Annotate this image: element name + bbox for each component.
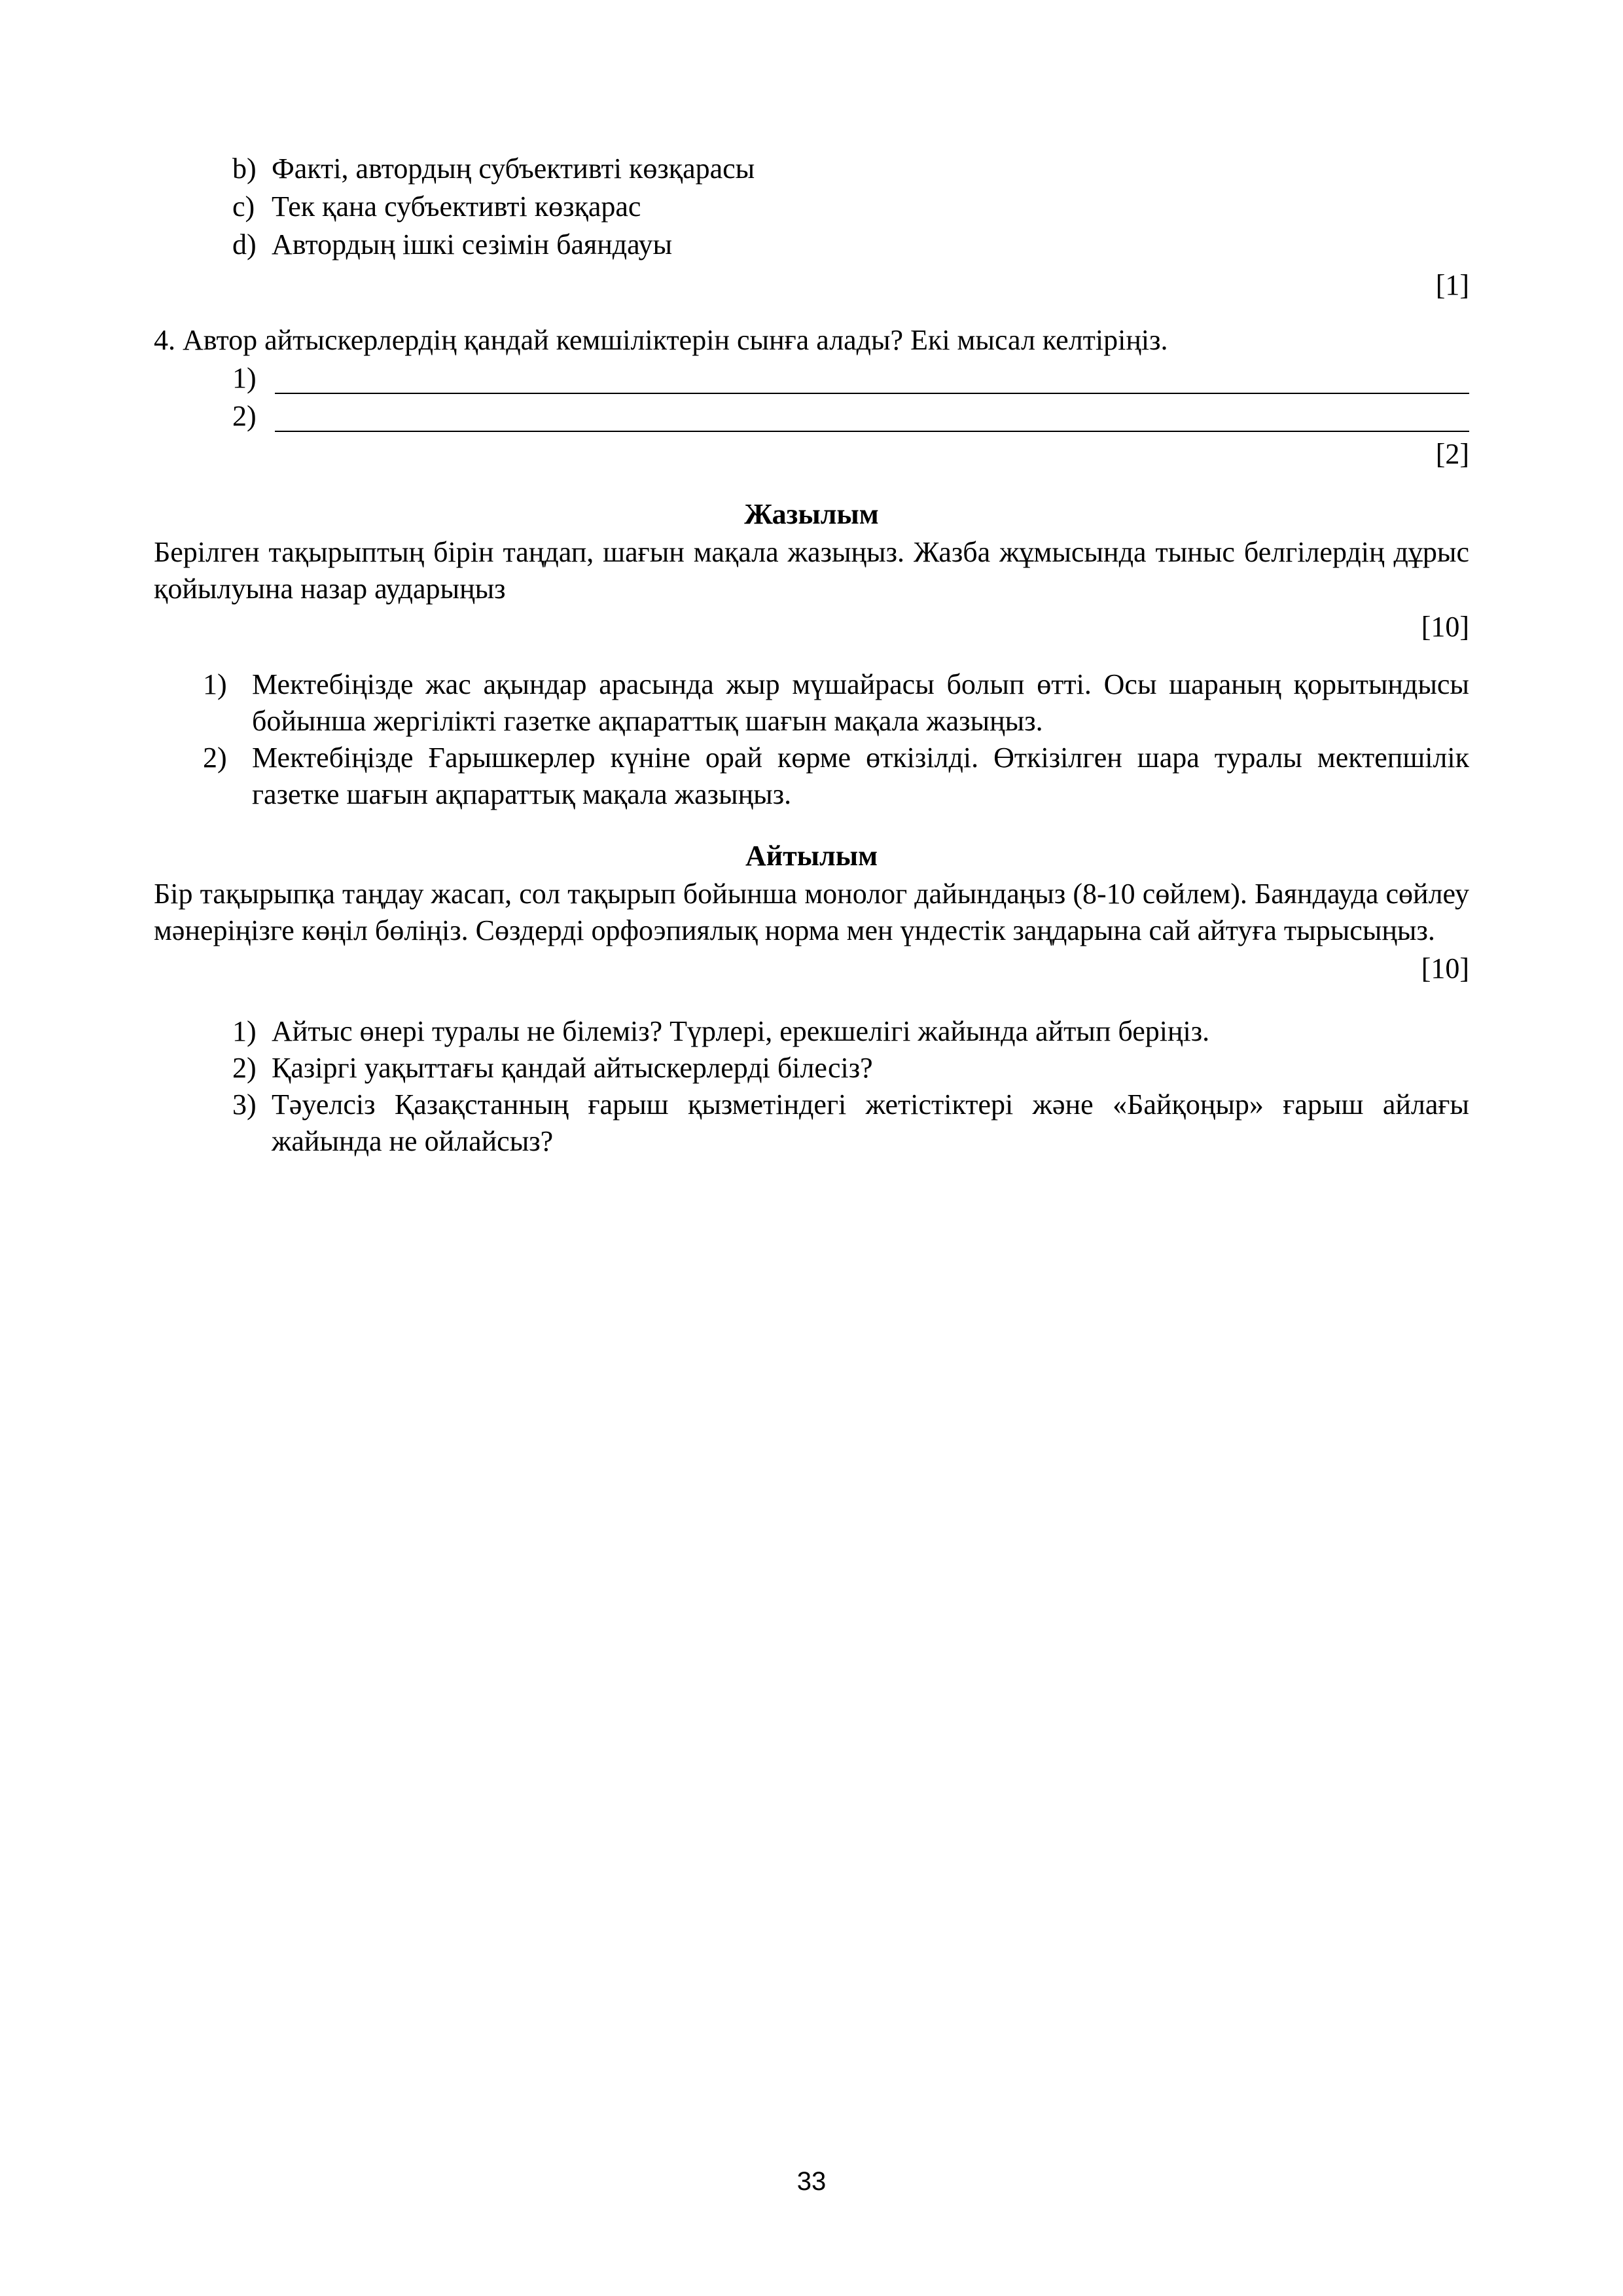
option-label: d) (232, 228, 257, 260)
section-instruction: Бір тақырыпқа таңдау жасап, сол тақырып бойынша монолог дайындаңыз (8-10 сөйлем). Баяндауда сөйлеу мәнеріңізге көңіл бөліңіз. Сөздерді орфоэпиялық норма мен үндестік заңдарына сай айтуға тырысыңыз. (154, 878, 1469, 946)
list-item (154, 1013, 1469, 1050)
option-text: Автордың ішкі сезімін баяндауы (272, 228, 673, 260)
option-c (154, 188, 1469, 226)
item-text: Айтыс өнері туралы не білеміз? Түрлері, ерекшелігі жайында айтып беріңіз. (272, 1015, 1210, 1047)
item-label: 2) (232, 1052, 257, 1084)
item-text: Қазіргі уақыттағы қандай айтыскерлерді білесіз? (272, 1052, 873, 1084)
list-item (154, 1050, 1469, 1086)
question-4 (154, 322, 1469, 474)
score-mark: [10] (1421, 952, 1469, 984)
item-label: 1) (232, 1015, 257, 1047)
writing-topic-list (154, 666, 1469, 813)
section-heading: Жазылым (744, 498, 879, 530)
score-mark: [2] (1435, 438, 1469, 470)
speaking-section (154, 838, 1469, 1160)
writing-section (154, 496, 1469, 813)
answer-line-2[interactable] (154, 398, 1469, 436)
page-content (154, 151, 1469, 1160)
item-text: Тәуелсіз Қазақстанның ғарыш қызметіндегі жетістіктері және «Байқоңыр» ғарыш айлағы жайында не ойлайсыз? (272, 1088, 1469, 1157)
answer-label: 2) (232, 400, 257, 432)
page-number: 33 (796, 2167, 827, 2196)
answer-line-1[interactable] (154, 360, 1469, 398)
answer-underline (275, 431, 1469, 432)
item-label: 1) (203, 668, 227, 700)
question-text: 4. Автор айтыскерлердің қандай кемшіліктерін сынға алады? Екі мысал келтіріңіз. (154, 324, 1168, 356)
list-item (154, 1086, 1469, 1160)
option-b (154, 151, 1469, 188)
score-mark: [10] (1421, 611, 1469, 643)
list-item (154, 666, 1469, 740)
score-mark: [1] (1435, 269, 1469, 301)
section-heading: Айтылым (745, 840, 878, 872)
item-text: Мектебіңізде жас ақындар арасында жыр мүшайрасы болып өтті. Осы шараның қорытындысы бойынша жергілікті газетке ақпараттық шағын мақала жазыңыз. (252, 668, 1469, 737)
answer-label: 1) (232, 362, 257, 394)
item-text: Мектебіңізде Ғарышкерлер күніне орай көрме өткізілді. Өткізілген шара туралы мектепшілік газетке шағын ақпараттық мақала жазыңыз. (252, 742, 1469, 810)
option-label: c) (232, 190, 255, 223)
option-text: Факті, автордың субъективті көзқарасы (272, 152, 755, 185)
option-label: b) (232, 152, 257, 185)
section-instruction: Берілген тақырыптың бірін таңдап, шағын мақала жазыңыз. Жазба жұмысында тыныс белгілердің дұрыс қойылуына назар аударыңыз (154, 536, 1469, 605)
list-item (154, 740, 1469, 813)
speaking-topic-list (154, 1013, 1469, 1160)
option-d (154, 226, 1469, 264)
item-label: 3) (232, 1088, 257, 1121)
item-label: 2) (203, 742, 227, 774)
answer-underline (275, 393, 1469, 394)
option-text: Тек қана субъективті көзқарас (272, 190, 641, 223)
prev-question-options (154, 151, 1469, 305)
